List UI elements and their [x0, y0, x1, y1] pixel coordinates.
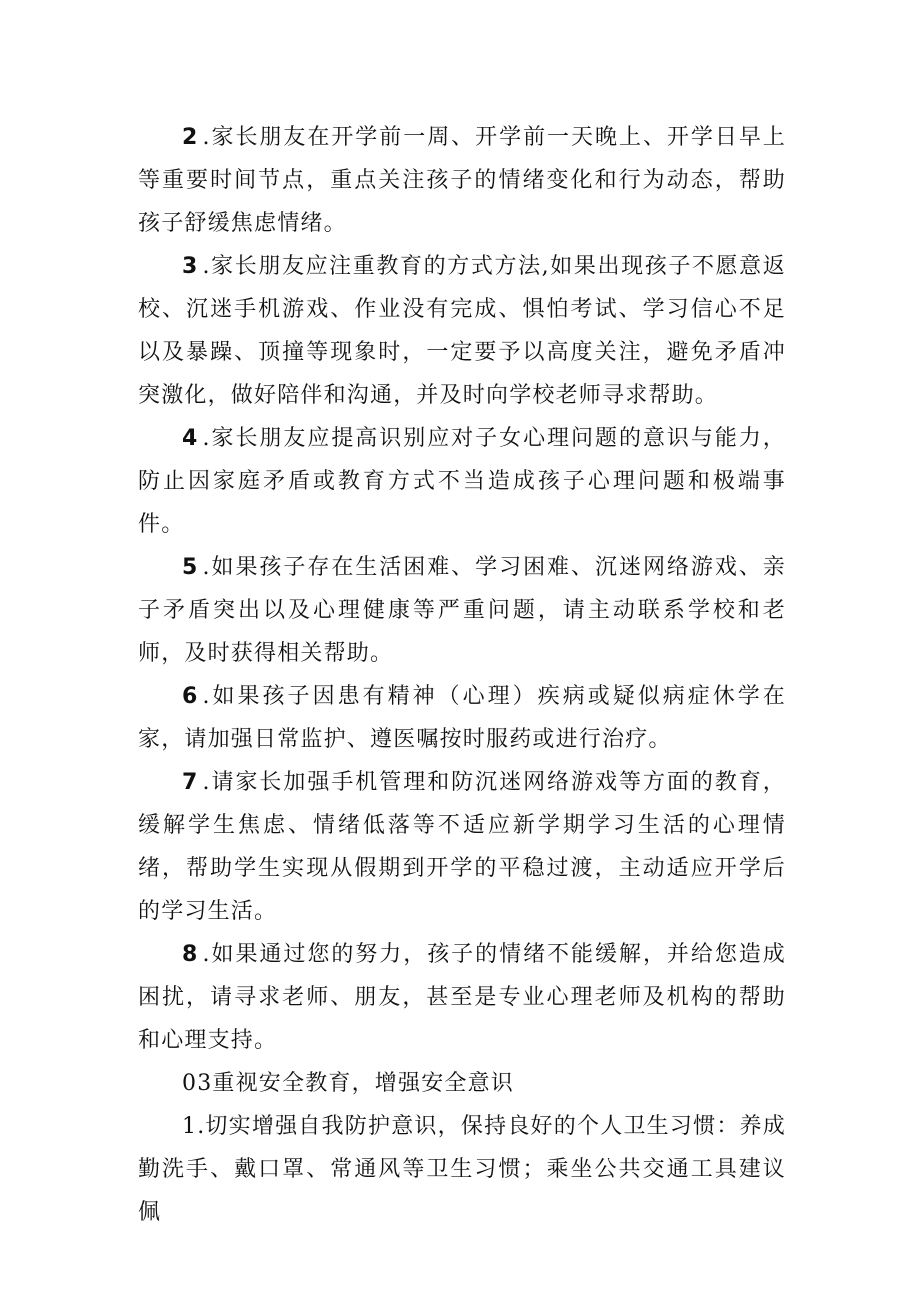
- paragraph-text: .请家长加强手机管理和防沉迷网络游戏等方面的教育，缓解学生焦虑、情绪低落等不适应新学期学习生活的心理情绪，帮助学生实现从假期到开学的平稳过渡，主动适应开学后的学习生活。: [138, 770, 786, 924]
- paragraph-number: 4: [182, 426, 199, 451]
- paragraph-8: [138, 933, 786, 1062]
- paragraph-2: [138, 116, 786, 245]
- paragraph-number: 7: [182, 770, 199, 795]
- paragraph-7: [138, 761, 786, 933]
- paragraph-text: .家长朋友在开学前一周、开学前一天晚上、开学日早上等重要时间节点，重点关注孩子的情绪变化和行为动态，帮助孩子舒缓焦虑情绪。: [138, 125, 786, 236]
- paragraph-number: 3: [182, 254, 199, 279]
- section-paragraph-1: 1.切实增强自我防护意识，保持良好的个人卫生习惯：养成勤洗手、戴口罩、常通风等卫生习惯；乘坐公共交通工具建议佩: [138, 1114, 786, 1225]
- section-heading: 03重视安全教育，增强安全意识: [182, 1071, 514, 1096]
- paragraph-text: .如果孩子存在生活困难、学习困难、沉迷网络游戏、亲子矛盾突出以及心理健康等严重问题，请主动联系学校和老师，及时获得相关帮助。: [138, 555, 786, 666]
- paragraph-number: 6: [182, 684, 199, 709]
- paragraph-6: [138, 675, 786, 761]
- paragraph-4: [138, 417, 786, 546]
- paragraph-number: 8: [182, 942, 199, 967]
- paragraph-text: .家长朋友应提高识别应对子女心理问题的意识与能力，防止因家庭矛盾或教育方式不当造成孩子心理问题和极端事件。: [138, 426, 786, 537]
- paragraph-text: .如果通过您的努力，孩子的情绪不能缓解，并给您造成困扰，请寻求老师、朋友，甚至是专业心理老师及机构的帮助和心理支持。: [138, 942, 786, 1053]
- paragraph-number: 2: [182, 125, 199, 150]
- paragraph-text: .如果孩子因患有精神（心理）疾病或疑似病症休学在家，请加强日常监护、遵医嘱按时服药或进行治疗。: [138, 684, 786, 752]
- document-body: [138, 116, 786, 1234]
- paragraph-text: .家长朋友应注重教育的方式方法,如果出现孩子不愿意返校、沉迷手机游戏、作业没有完成、惧怕考试、学习信心不足以及暴躁、顶撞等现象时，一定要予以高度关注，避免矛盾冲突激化，做好陪伴和沟通，并及时向学校老师寻求帮助。: [138, 254, 786, 408]
- paragraph-3: [138, 245, 786, 417]
- paragraph-number: 5: [182, 555, 199, 580]
- paragraph-5: [138, 546, 786, 675]
